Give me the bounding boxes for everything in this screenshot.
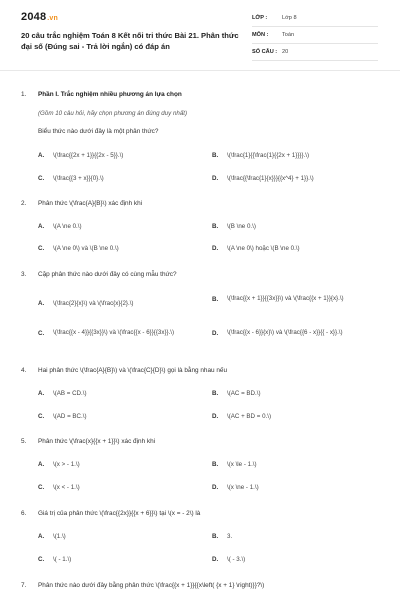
option-b[interactable] bbox=[212, 223, 372, 232]
option-label: C. bbox=[38, 175, 45, 182]
option-label: A. bbox=[38, 300, 45, 307]
option-d[interactable] bbox=[212, 245, 372, 254]
option-label: B. bbox=[212, 152, 219, 159]
option-text: \(B \ne 0.\) bbox=[227, 223, 256, 230]
option-text: \(A \ne 0\) hoặc \(B \ne 0.\) bbox=[227, 245, 300, 252]
meta-key: LỚP : bbox=[252, 15, 268, 21]
meta-value: 20 bbox=[282, 49, 289, 55]
option-text: \(\frac{1}{{\frac{1}{{2x + 1}}}}.\) bbox=[227, 152, 310, 159]
option-label: B. bbox=[212, 533, 219, 540]
meta-row-subject bbox=[252, 27, 378, 44]
option-label: C. bbox=[38, 329, 45, 337]
option-c[interactable] bbox=[38, 245, 198, 254]
option-b[interactable] bbox=[212, 390, 372, 399]
question-number: 5. bbox=[21, 438, 27, 445]
option-c[interactable] bbox=[38, 484, 198, 493]
option-text: \(\frac{2}{x}\) và \(\frac{x}{2}.\) bbox=[53, 300, 134, 307]
option-a[interactable] bbox=[38, 223, 198, 232]
option-text: \(AC = BD.\) bbox=[227, 390, 261, 397]
option-text: \(\frac{{x - 4}}{{3x}}\) và \(\frac{{x - 6}}{{3x}}.\) bbox=[53, 329, 175, 336]
option-label: C. bbox=[38, 245, 45, 252]
option-label: B. bbox=[212, 390, 219, 397]
option-label: D. bbox=[212, 556, 219, 563]
header-divider bbox=[0, 70, 400, 71]
meta-row-grade bbox=[252, 10, 378, 27]
section-title: Phần I. Trắc nghiệm nhiều phương án lựa chọn bbox=[38, 91, 182, 98]
option-text: \(AB = CD.\) bbox=[53, 390, 87, 397]
option-text: \(\frac{{x - 6}}{x}\) và \(\frac{{6 - x}}{{ - x}}.\) bbox=[227, 329, 343, 336]
question-number: 6. bbox=[21, 510, 27, 517]
option-text: \(x \ne - 1.\) bbox=[227, 484, 259, 491]
option-text: \( - 3.\) bbox=[227, 556, 246, 563]
option-text: \(\frac{{x + 1}}{{3x}}\) và \(\frac{{x + 1}}{x}.\) bbox=[227, 295, 344, 302]
page-header bbox=[0, 0, 400, 66]
site-logo[interactable] bbox=[21, 11, 58, 23]
option-c[interactable] bbox=[38, 556, 198, 565]
option-text: \(x > - 1.\) bbox=[53, 461, 80, 468]
question-text: Giá trị của phân thức \(\frac{{2x}}{{x + 6}}\) tại \(x = - 2\) là bbox=[38, 510, 201, 517]
option-d[interactable] bbox=[212, 413, 372, 422]
option-text: \(AC + BD = 0.\) bbox=[227, 413, 272, 420]
option-text: \(\frac{{2x + 1}}{{2x - 5}}.\) bbox=[53, 152, 124, 159]
option-text: \(A \ne 0\) và \(B \ne 0.\) bbox=[53, 245, 119, 252]
option-text: \(x \le - 1.\) bbox=[227, 461, 257, 468]
option-label: D. bbox=[212, 484, 219, 491]
option-label: C. bbox=[38, 556, 45, 563]
question-text: Phân thức \(\frac{A}{B}\) xác định khi bbox=[38, 200, 143, 207]
question-text: Biểu thức nào dưới đây là một phân thức? bbox=[38, 128, 159, 135]
option-label: A. bbox=[38, 152, 45, 159]
question-text: Phân thức nào dưới đây bằng phân thức \(\frac{{x + 1}}{{x\left( {x + 1} \right)}}?\) bbox=[38, 582, 265, 589]
option-label: D. bbox=[212, 413, 219, 420]
option-b[interactable] bbox=[212, 295, 372, 304]
question-number: 1. bbox=[21, 91, 27, 98]
meta-table bbox=[252, 10, 378, 61]
option-text: \(AD = BC.\) bbox=[53, 413, 87, 420]
option-a[interactable] bbox=[38, 533, 198, 542]
meta-value: Toán bbox=[282, 32, 295, 38]
question-text: Hai phân thức \(\frac{A}{B}\) và \(\frac{C}{D}\) gọi là bằng nhau nếu bbox=[38, 367, 228, 374]
option-c[interactable] bbox=[38, 329, 198, 338]
option-a[interactable] bbox=[38, 461, 198, 470]
option-label: A. bbox=[38, 223, 45, 230]
option-a[interactable] bbox=[38, 390, 198, 399]
section-heading bbox=[21, 91, 182, 98]
question-number: 2. bbox=[21, 200, 27, 207]
option-b[interactable] bbox=[212, 533, 372, 542]
option-d[interactable] bbox=[212, 175, 372, 184]
option-text: \(A \ne 0.\) bbox=[53, 223, 82, 230]
option-text: \(x < - 1.\) bbox=[53, 484, 80, 491]
question-text: Cặp phân thức nào dưới đây có cùng mẫu thức? bbox=[38, 271, 177, 278]
option-a[interactable] bbox=[38, 152, 198, 161]
option-label: A. bbox=[38, 461, 45, 468]
logo-tld: .vn bbox=[47, 15, 58, 22]
option-label: C. bbox=[38, 484, 45, 491]
option-label: D. bbox=[212, 175, 219, 182]
question-number: 7. bbox=[21, 582, 27, 589]
option-b[interactable] bbox=[212, 152, 372, 161]
option-b[interactable] bbox=[212, 461, 372, 470]
meta-row-count bbox=[252, 44, 378, 61]
option-d[interactable] bbox=[212, 329, 372, 338]
option-text: \(\frac{{\frac{1}{x}}}{{x^4} + 1}}.\) bbox=[227, 175, 314, 182]
option-text: \( - 1.\) bbox=[53, 556, 72, 563]
option-d[interactable] bbox=[212, 556, 372, 565]
meta-value: Lớp 8 bbox=[282, 15, 297, 21]
option-d[interactable] bbox=[212, 484, 372, 493]
option-label: D. bbox=[212, 329, 219, 337]
option-label: A. bbox=[38, 390, 45, 397]
option-label: C. bbox=[38, 413, 45, 420]
option-label: D. bbox=[212, 245, 219, 252]
logo-text: 2048 bbox=[21, 11, 47, 23]
question-text: Phân thức \(\frac{x}{{x + 1}}\) xác định khi bbox=[38, 438, 156, 445]
meta-key: SỐ CÂU : bbox=[252, 49, 278, 55]
option-text: \(\frac{{3 + x}}{0}.\) bbox=[53, 175, 104, 182]
option-label: B. bbox=[212, 461, 219, 468]
page-title: 20 câu trắc nghiệm Toán 8 Kết nối tri thức Bài 21. Phân thức đại số (Đúng sai - Trả lời ngắn) có đáp án bbox=[21, 31, 239, 51]
option-c[interactable] bbox=[38, 413, 198, 422]
option-text: \(1.\) bbox=[53, 533, 66, 540]
meta-key: MÔN : bbox=[252, 32, 269, 38]
option-c[interactable] bbox=[38, 175, 198, 184]
question-number: 4. bbox=[21, 367, 27, 374]
option-label: B. bbox=[212, 295, 219, 303]
option-label: B. bbox=[212, 223, 219, 230]
option-a[interactable] bbox=[38, 300, 198, 309]
option-label: A. bbox=[38, 533, 45, 540]
section-instruction: (Gồm 10 câu hỏi, hãy chọn phương án đúng duy nhất) bbox=[38, 110, 188, 117]
question-number: 3. bbox=[21, 271, 27, 278]
option-text: 3. bbox=[227, 533, 233, 540]
